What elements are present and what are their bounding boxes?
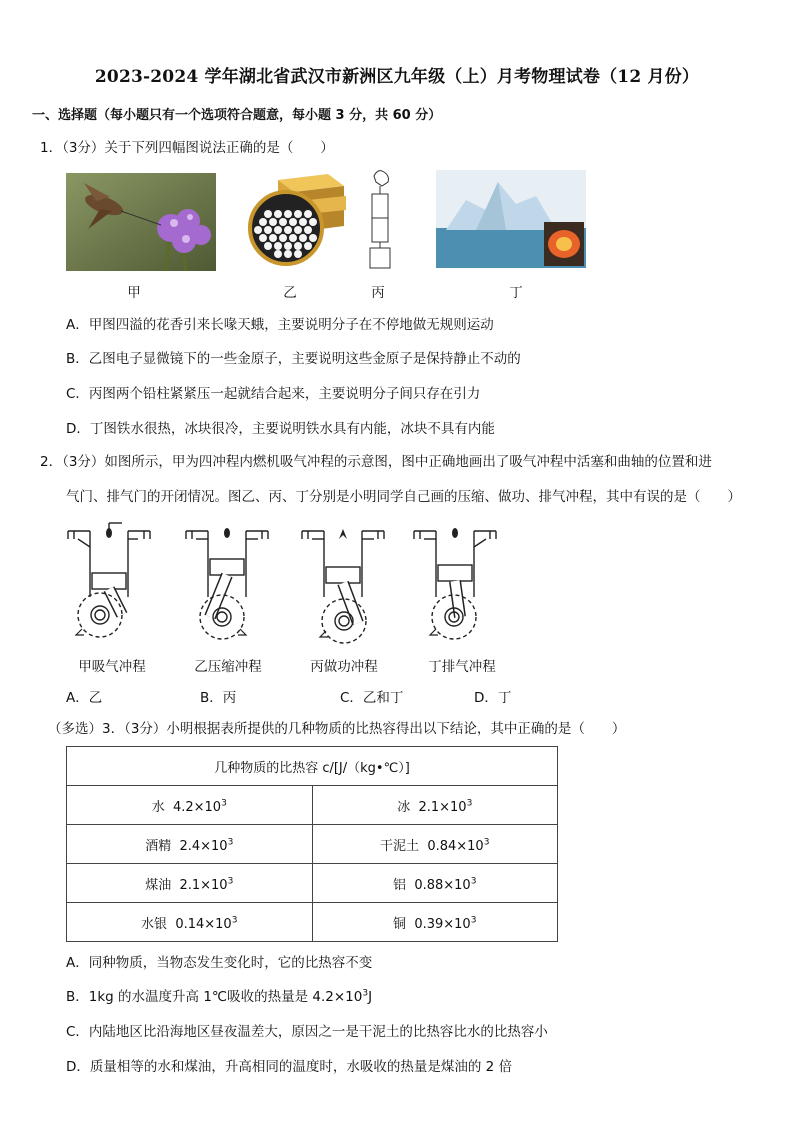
q1-option-d[interactable]: D．丁图铁水很热，冰块很冷，主要说明铁水具有内能，冰块不具有内能 xyxy=(66,421,495,437)
q1-caption-jia: 甲 xyxy=(127,285,141,301)
q3-option-c[interactable]: C．内陆地区比沿海地区昼夜温差大，原因之一是干泥土的比热容比水的比热容小 xyxy=(66,1024,548,1040)
table-cell: 铝 $0.88\times 10^3$ xyxy=(312,864,558,903)
lead-cylinders-image xyxy=(360,168,400,272)
q2-option-a[interactable]: A．乙 xyxy=(66,690,103,706)
q1-caption-bing: 丙 xyxy=(371,285,385,301)
iceberg-molten-iron-image xyxy=(436,170,586,268)
q2-caption-power: 丙做功冲程 xyxy=(310,659,378,675)
question-2-stem-line1: 2．（3分）如图所示，甲为四冲程内燃机吸气冲程的示意图，图中正确地画出了吸气冲程中活塞和曲轴的位置和进 xyxy=(40,454,712,470)
q3-option-d[interactable]: D．质量相等的水和煤油，升高相同的温度时，水吸收的热量是煤油的 2 倍 xyxy=(66,1059,513,1075)
q1-caption-ding: 丁 xyxy=(509,285,523,301)
q2-caption-intake: 甲吸气冲程 xyxy=(78,659,146,675)
question-2-stem-line2: 气门、排气门的开闭情况。图乙、丙、丁分别是小明同学自己画的压缩、做功、排气冲程，其中有误的是（ ） xyxy=(66,489,741,505)
q1-option-a[interactable]: A．甲图四溢的花香引来长喙天蛾，主要说明分子在不停地做无规则运动 xyxy=(66,317,494,333)
q1-option-c[interactable]: C．丙图两个铅柱紧紧压一起就结合起来，主要说明分子间只存在引力 xyxy=(66,386,481,402)
question-3-stem: （多选）3．（3分）小明根据表所提供的几种物质的比热容得出以下结论，其中正确的是（ ） xyxy=(48,721,626,737)
gold-atoms-image xyxy=(248,170,348,270)
q3-option-b[interactable]: B．1kg 的水温度升高 1℃吸收的热量是 $4.2\times 10^3J$ xyxy=(66,988,373,1005)
table-cell: 酒精 $2.4\times 10^3$ xyxy=(67,825,313,864)
moth-flower-image xyxy=(66,173,216,271)
table-cell: 干泥土 $0.84\times 10^3$ xyxy=(312,825,558,864)
q1-option-b[interactable]: B．乙图电子显微镜下的一些金原子，主要说明这些金原子是保持静止不动的 xyxy=(66,351,521,367)
engine-intake-diagram xyxy=(64,517,154,645)
q2-option-c[interactable]: C．乙和丁 xyxy=(340,690,404,706)
engine-exhaust-diagram xyxy=(410,517,500,645)
question-1-stem: 1．（3分）关于下列四幅图说法正确的是（ ） xyxy=(40,140,334,156)
table-cell: 水银 $0.14\times 10^3$ xyxy=(67,903,313,942)
table-cell: 水 $4.2\times 10^3$ xyxy=(67,786,313,825)
q1-caption-yi: 乙 xyxy=(283,285,297,301)
page-title: 2023-2024 学年湖北省武汉市新洲区九年级（上）月考物理试卷（12 月份） xyxy=(94,67,700,87)
q2-option-b[interactable]: B．丙 xyxy=(200,690,237,706)
table-title: 几种物质的比热容 c/[J/（kg•℃）] xyxy=(67,747,558,786)
q3-option-a[interactable]: A．同种物质，当物态发生变化时，它的比热容不变 xyxy=(66,955,373,971)
engine-power-diagram xyxy=(298,517,388,645)
q2-caption-exhaust: 丁排气冲程 xyxy=(428,659,496,675)
table-cell: 煤油 $2.1\times 10^3$ xyxy=(67,864,313,903)
section-heading: 一、选择题（每小题只有一个选项符合题意，每小题 3 分，共 60 分） xyxy=(32,108,442,123)
q2-caption-compression: 乙压缩冲程 xyxy=(194,659,262,675)
table-cell: 冰 $2.1\times 10^3$ xyxy=(312,786,558,825)
engine-compression-diagram xyxy=(182,517,272,645)
q2-option-d[interactable]: D．丁 xyxy=(474,690,512,706)
table-cell: 铜 $0.39\times 10^3$ xyxy=(312,903,558,942)
specific-heat-table xyxy=(66,746,558,942)
